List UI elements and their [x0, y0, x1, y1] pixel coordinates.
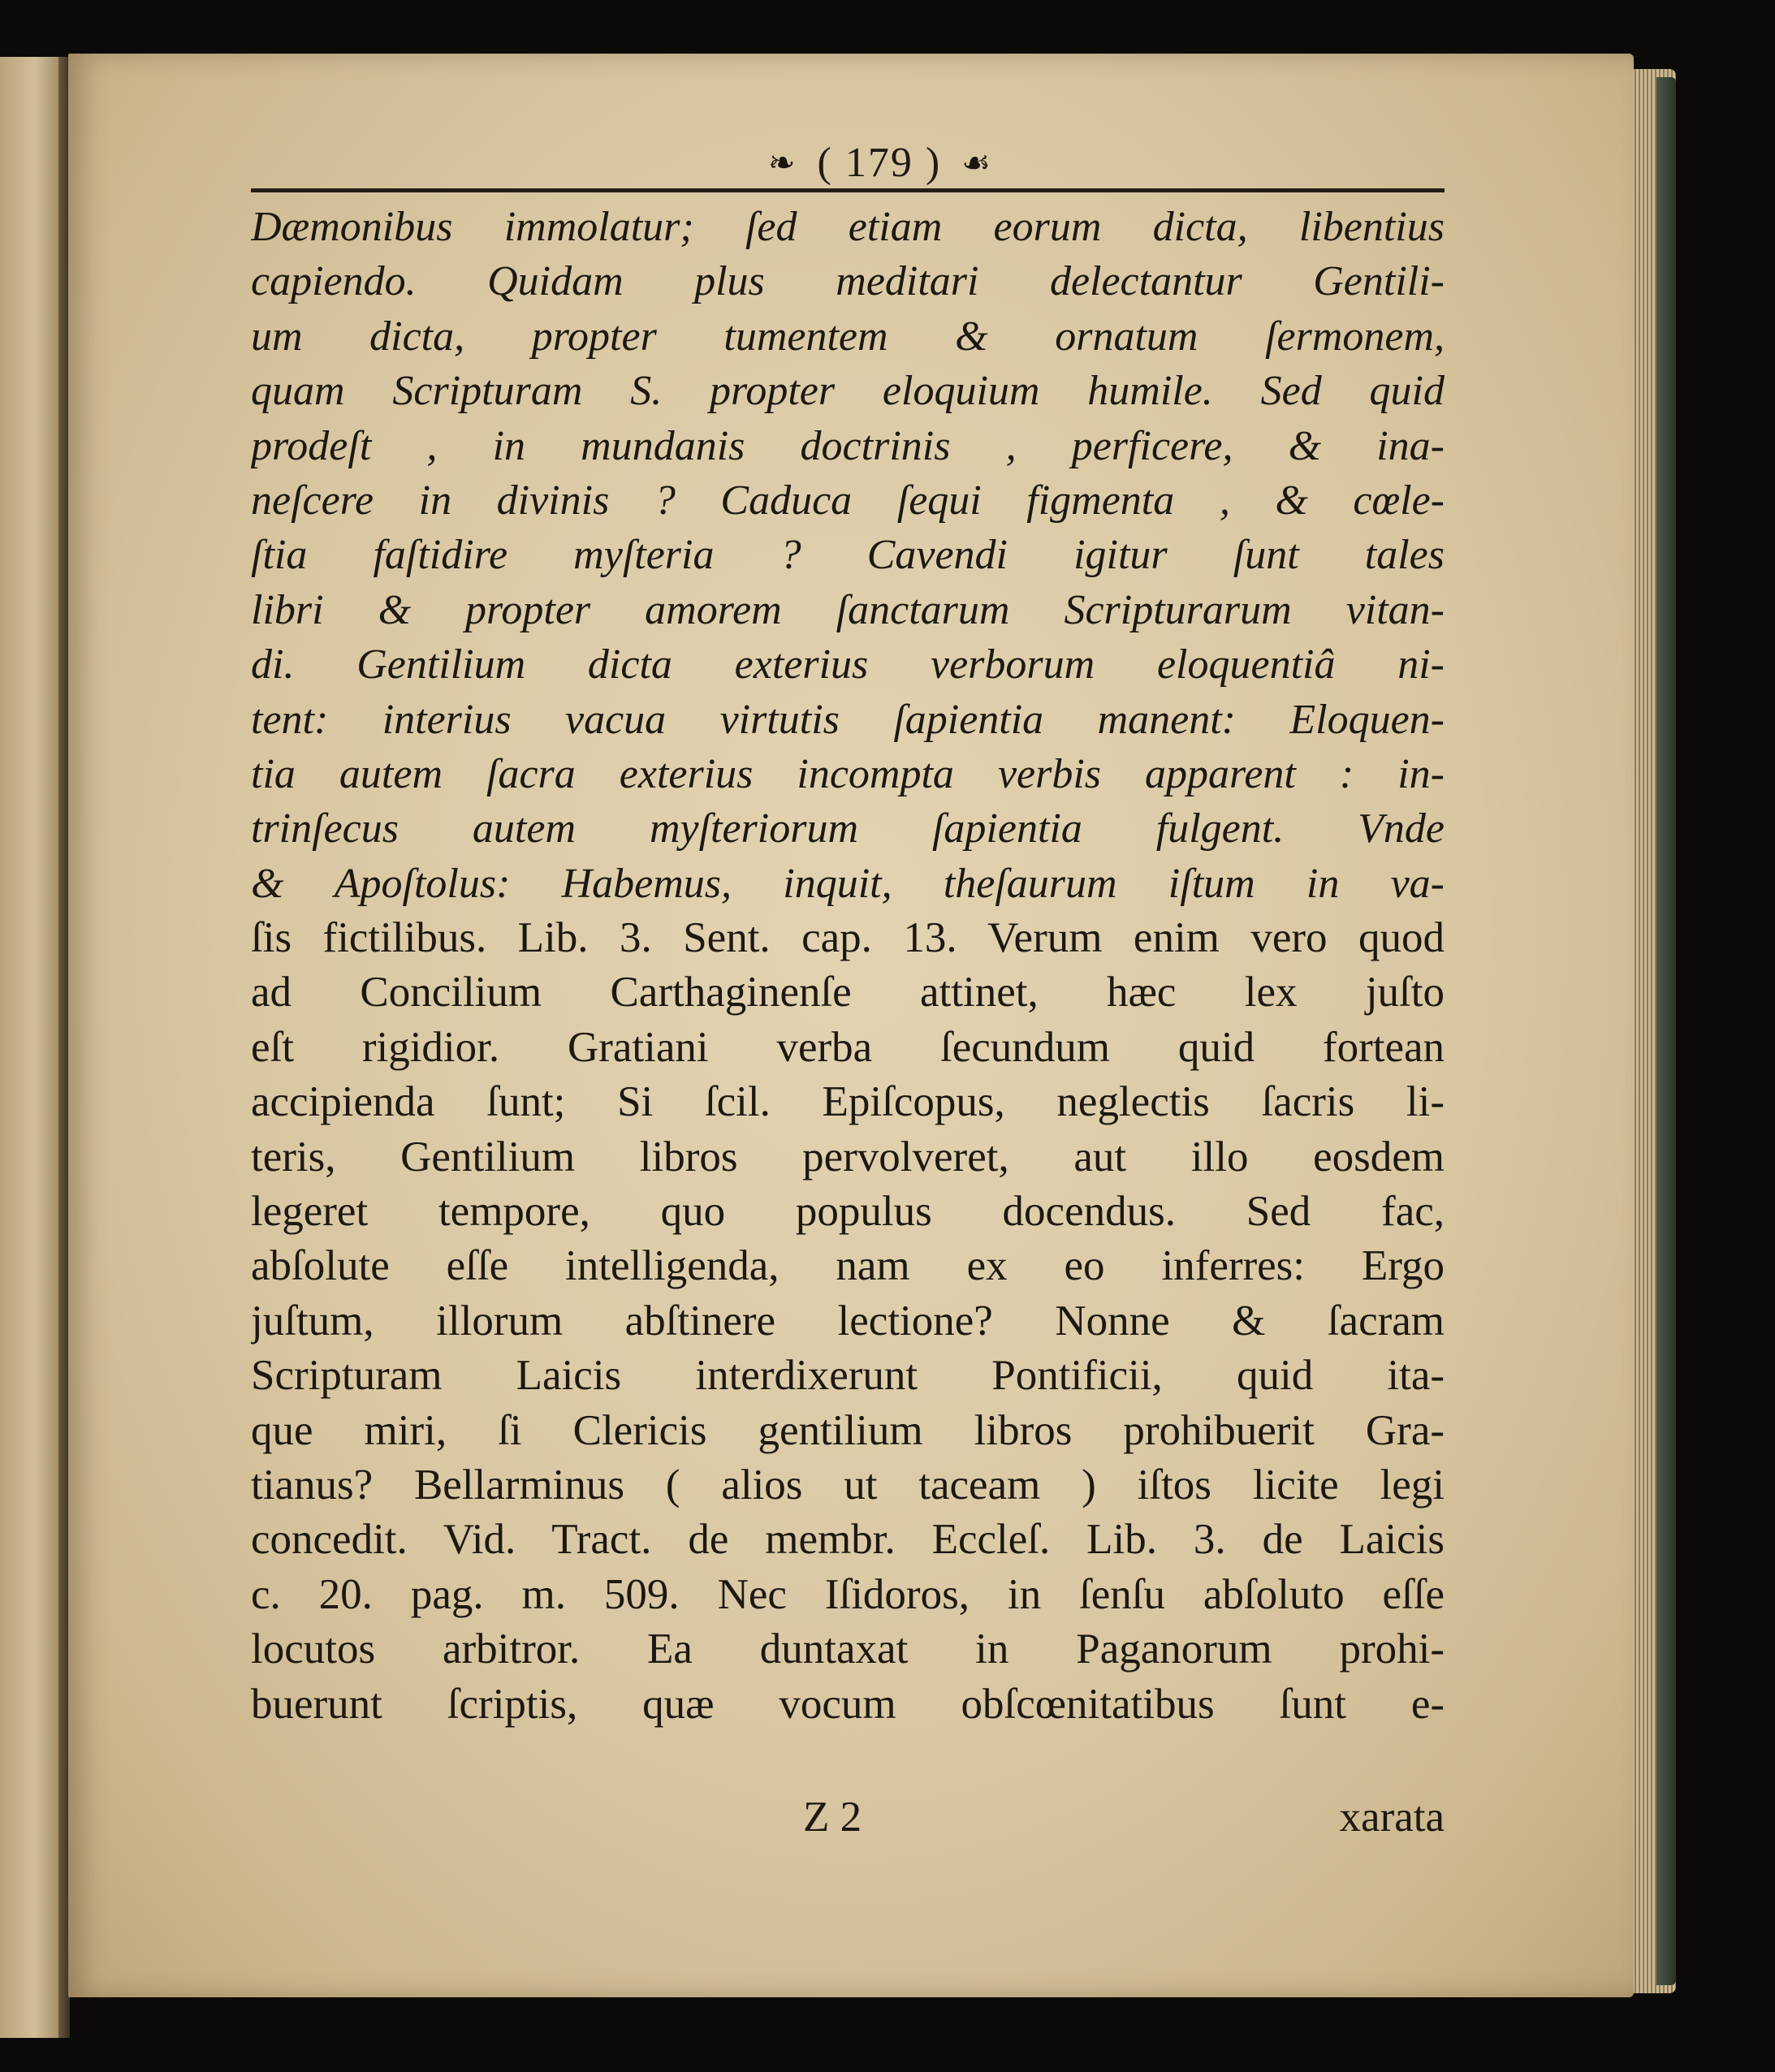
text-line: abſolute eſſe intelligenda, nam ex eo inferres: Ergo	[251, 1242, 1445, 1290]
previous-page-edge	[0, 57, 63, 2038]
text-line: tia autem ſacra exterius incompta verbis apparent : in-	[251, 750, 1445, 797]
cover-edge	[1656, 77, 1676, 1985]
catchword: xarata	[1339, 1794, 1445, 1841]
page-body	[251, 200, 1445, 1732]
text-line: ad Concilium Carthaginenſe attinet, hæc lex juſto	[251, 969, 1445, 1017]
text-line: teris, Gentilium libros pervolveret, aut illo eosdem	[251, 1133, 1445, 1181]
text-line: trinſecus autem myſteriorum ſapientia fulgent. Vnde	[251, 805, 1445, 853]
text-line: ſtia faſtidire myſteria ? Cavendi igitur ſunt tales	[251, 532, 1445, 579]
text-line: tent: interius vacua virtutis ſapientia manent: Eloquen-	[251, 696, 1445, 743]
running-header	[312, 135, 1449, 186]
text-line: c. 20. pag. m. 509. Nec Iſidoros, in ſenſu abſoluto eſſe	[251, 1570, 1445, 1618]
text-line: prodeſt , in mundanis doctrinis , perficere, & ina-	[251, 422, 1445, 469]
text-line: Dæmonibus immolatur; ſed etiam eorum dicta, libentius	[251, 204, 1445, 250]
text-line: accipienda ſunt; Si ſcil. Epiſcopus, neglectis ſacris li-	[251, 1078, 1445, 1126]
text-line: um dicta, propter tumentem & ornatum ſermonem,	[251, 313, 1445, 360]
text-line: juſtum, illorum abſtinere lectione? Nonne & ſacram	[251, 1297, 1445, 1345]
text-line: capiendo. Quidam plus meditari delectantur Gentili-	[251, 258, 1445, 305]
header-rule	[251, 188, 1445, 192]
page-footer	[251, 1793, 1445, 1845]
text-line: buerunt ſcriptis, quæ vocum obſcœnitatibus ſunt e-	[251, 1680, 1445, 1728]
text-line: libri & propter amorem ſanctarum Scripturarum vitan-	[251, 586, 1445, 633]
text-line: locutos arbitror. Ea duntaxat in Paganorum prohi-	[251, 1625, 1445, 1673]
text-line: legeret tempore, quo populus docendus. Sed fac,	[251, 1188, 1445, 1236]
text-line: tianus? Bellarminus ( alios ut taceam ) iſtos licite legi	[251, 1461, 1445, 1509]
text-line: concedit. Vid. Tract. de membr. Eccleſ. Lib. 3. de Laicis	[251, 1516, 1445, 1564]
text-line: que miri, ſi Clericis gentilium libros prohibuerit Gra-	[251, 1406, 1445, 1454]
text-line: Scripturam Laicis interdixerunt Pontificii, quid ita-	[251, 1352, 1445, 1400]
right-ornament-icon: ☙	[961, 144, 992, 181]
text-line: ſis fictilibus. Lib. 3. Sent. cap. 13. Verum enim vero quod	[251, 914, 1445, 962]
text-line: eſt rigidior. Gratiani verba ſecundum quid fortean	[251, 1023, 1445, 1071]
text-line: & Apoſtolus: Habemus, inquit, theſaurum iſtum in va-	[251, 860, 1445, 907]
left-ornament-icon: ❧	[767, 144, 797, 181]
page-number: ( 179 )	[817, 139, 942, 186]
text-line: di. Gentilium dicta exterius verborum eloquentiâ ni-	[251, 641, 1445, 689]
signature-mark: Z 2	[803, 1794, 862, 1841]
text-line: neſcere in divinis ? Caduca ſequi figmenta , & cœle-	[251, 477, 1445, 524]
text-line: quam Scripturam S. propter eloquium humile. Sed quid	[251, 368, 1445, 415]
book-page	[68, 54, 1634, 1997]
